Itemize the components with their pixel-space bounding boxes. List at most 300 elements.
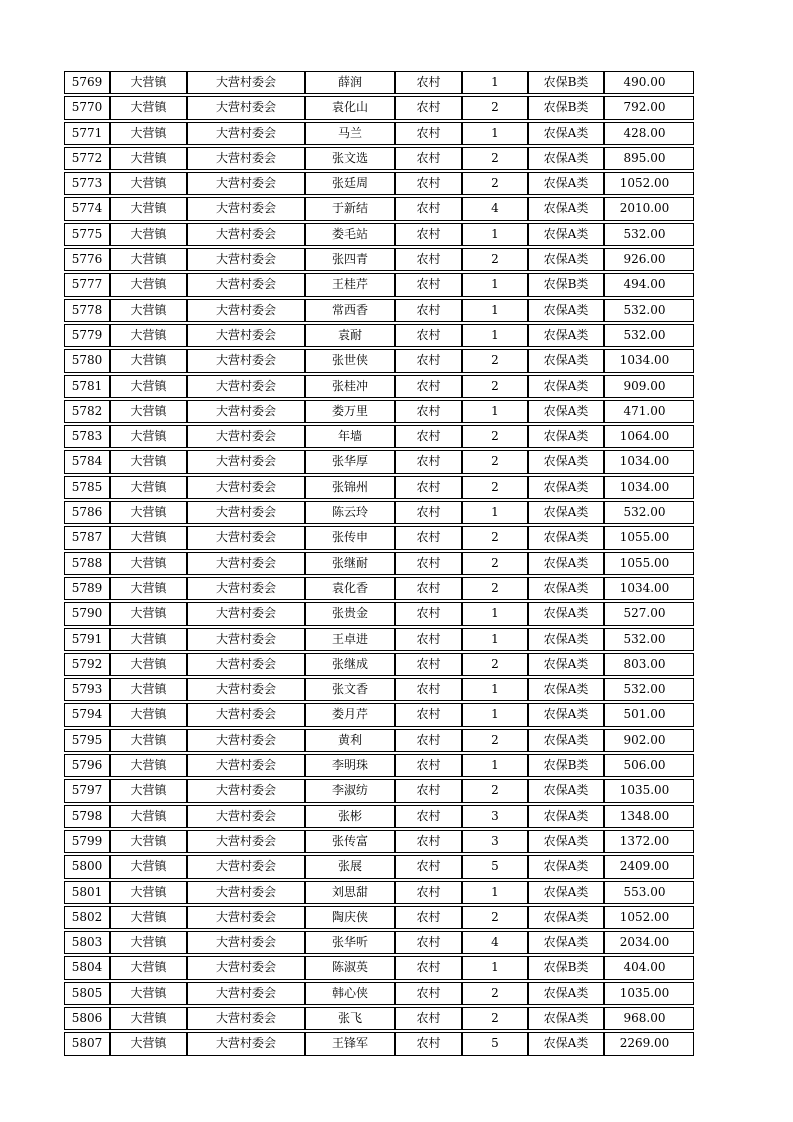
village-committee-cell: 大营村委会 [187,1032,305,1055]
person-count-cell: 2 [462,375,528,398]
amount-cell: 1034.00 [604,476,694,499]
serial-number-cell: 5798 [64,805,110,828]
serial-number-cell: 5803 [64,931,110,954]
person-name-cell: 年墙 [305,425,395,448]
serial-number-cell: 5789 [64,577,110,600]
amount-cell: 1034.00 [604,577,694,600]
serial-number-cell: 5786 [64,501,110,524]
insurance-category-cell: 农保B类 [528,96,604,119]
person-count-cell: 2 [462,982,528,1005]
town-cell: 大营镇 [110,956,187,979]
residence-type-cell: 农村 [395,931,462,954]
amount-cell: 2034.00 [604,931,694,954]
person-name-cell: 张传富 [305,830,395,853]
person-count-cell: 1 [462,299,528,322]
village-committee-cell: 大营村委会 [187,779,305,802]
amount-cell: 532.00 [604,299,694,322]
table-row [64,526,694,549]
table-row [64,855,694,878]
town-cell: 大营镇 [110,96,187,119]
town-cell: 大营镇 [110,1032,187,1055]
table-row [64,476,694,499]
serial-number-cell: 5800 [64,855,110,878]
residence-type-cell: 农村 [395,501,462,524]
table-row [64,628,694,651]
village-committee-cell: 大营村委会 [187,476,305,499]
person-count-cell: 2 [462,729,528,752]
residence-type-cell: 农村 [395,349,462,372]
table-row [64,906,694,929]
amount-cell: 1064.00 [604,425,694,448]
person-name-cell: 王锋军 [305,1032,395,1055]
residence-type-cell: 农村 [395,147,462,170]
town-cell: 大营镇 [110,400,187,423]
table-row [64,197,694,220]
table-row [64,273,694,296]
residence-type-cell: 农村 [395,324,462,347]
village-committee-cell: 大营村委会 [187,425,305,448]
person-count-cell: 2 [462,425,528,448]
amount-cell: 532.00 [604,223,694,246]
table-row [64,729,694,752]
amount-cell: 2269.00 [604,1032,694,1055]
residence-type-cell: 农村 [395,678,462,701]
insurance-category-cell: 农保A类 [528,501,604,524]
insurance-category-cell: 农保A类 [528,703,604,726]
insurance-category-cell: 农保A类 [528,122,604,145]
amount-cell: 1052.00 [604,172,694,195]
person-count-cell: 2 [462,172,528,195]
town-cell: 大营镇 [110,830,187,853]
table-row [64,602,694,625]
insurance-category-cell: 农保A类 [528,299,604,322]
person-count-cell: 3 [462,805,528,828]
town-cell: 大营镇 [110,324,187,347]
person-count-cell: 1 [462,273,528,296]
table-row [64,375,694,398]
person-name-cell: 陈云玲 [305,501,395,524]
person-name-cell: 张继成 [305,653,395,676]
village-committee-cell: 大营村委会 [187,71,305,94]
insurance-category-cell: 农保A类 [528,552,604,575]
village-committee-cell: 大营村委会 [187,1007,305,1030]
person-count-cell: 4 [462,197,528,220]
amount-cell: 506.00 [604,754,694,777]
table-row [64,450,694,473]
person-count-cell: 5 [462,855,528,878]
residence-type-cell: 农村 [395,881,462,904]
town-cell: 大营镇 [110,526,187,549]
residence-type-cell: 农村 [395,956,462,979]
person-name-cell: 袁耐 [305,324,395,347]
insurance-category-cell: 农保A类 [528,223,604,246]
amount-cell: 792.00 [604,96,694,119]
residence-type-cell: 农村 [395,653,462,676]
amount-cell: 803.00 [604,653,694,676]
person-name-cell: 袁化香 [305,577,395,600]
town-cell: 大营镇 [110,906,187,929]
insurance-category-cell: 农保A类 [528,653,604,676]
insurance-category-cell: 农保B类 [528,956,604,979]
person-count-cell: 2 [462,476,528,499]
serial-number-cell: 5776 [64,248,110,271]
village-committee-cell: 大营村委会 [187,552,305,575]
amount-cell: 1372.00 [604,830,694,853]
residence-type-cell: 农村 [395,526,462,549]
serial-number-cell: 5792 [64,653,110,676]
residence-type-cell: 农村 [395,729,462,752]
village-committee-cell: 大营村委会 [187,172,305,195]
village-committee-cell: 大营村委会 [187,729,305,752]
residence-type-cell: 农村 [395,628,462,651]
town-cell: 大营镇 [110,172,187,195]
person-count-cell: 2 [462,526,528,549]
amount-cell: 532.00 [604,628,694,651]
serial-number-cell: 5787 [64,526,110,549]
amount-cell: 1055.00 [604,552,694,575]
residence-type-cell: 农村 [395,425,462,448]
table-row [64,147,694,170]
serial-number-cell: 5777 [64,273,110,296]
serial-number-cell: 5780 [64,349,110,372]
amount-cell: 1034.00 [604,349,694,372]
person-count-cell: 4 [462,931,528,954]
person-name-cell: 张飞 [305,1007,395,1030]
serial-number-cell: 5799 [64,830,110,853]
amount-cell: 490.00 [604,71,694,94]
table-row [64,324,694,347]
insurance-category-cell: 农保A类 [528,855,604,878]
insurance-category-cell: 农保A类 [528,476,604,499]
person-name-cell: 陈淑英 [305,956,395,979]
amount-cell: 902.00 [604,729,694,752]
village-committee-cell: 大营村委会 [187,223,305,246]
serial-number-cell: 5788 [64,552,110,575]
serial-number-cell: 5801 [64,881,110,904]
table-row [64,248,694,271]
residence-type-cell: 农村 [395,906,462,929]
person-count-cell: 1 [462,956,528,979]
town-cell: 大营镇 [110,223,187,246]
serial-number-cell: 5796 [64,754,110,777]
table-row [64,1032,694,1055]
village-committee-cell: 大营村委会 [187,931,305,954]
insurance-category-cell: 农保A类 [528,577,604,600]
insurance-category-cell: 农保B类 [528,273,604,296]
person-name-cell: 娄毛站 [305,223,395,246]
village-committee-cell: 大营村委会 [187,324,305,347]
residence-type-cell: 农村 [395,830,462,853]
person-name-cell: 张展 [305,855,395,878]
residence-type-cell: 农村 [395,552,462,575]
serial-number-cell: 5794 [64,703,110,726]
amount-cell: 968.00 [604,1007,694,1030]
table-row [64,552,694,575]
table-row [64,830,694,853]
serial-number-cell: 5783 [64,425,110,448]
village-committee-cell: 大营村委会 [187,375,305,398]
town-cell: 大营镇 [110,855,187,878]
insurance-category-cell: 农保A类 [528,1032,604,1055]
table-row [64,501,694,524]
table-row [64,779,694,802]
person-count-cell: 1 [462,703,528,726]
residence-type-cell: 农村 [395,754,462,777]
serial-number-cell: 5773 [64,172,110,195]
insurance-category-cell: 农保A类 [528,982,604,1005]
person-name-cell: 韩心侠 [305,982,395,1005]
table-row [64,400,694,423]
person-count-cell: 2 [462,552,528,575]
person-name-cell: 李明珠 [305,754,395,777]
insurance-category-cell: 农保A类 [528,628,604,651]
insurance-category-cell: 农保A类 [528,324,604,347]
serial-number-cell: 5778 [64,299,110,322]
person-count-cell: 5 [462,1032,528,1055]
town-cell: 大营镇 [110,552,187,575]
amount-cell: 1034.00 [604,450,694,473]
serial-number-cell: 5772 [64,147,110,170]
serial-number-cell: 5795 [64,729,110,752]
town-cell: 大营镇 [110,122,187,145]
amount-cell: 532.00 [604,324,694,347]
residence-type-cell: 农村 [395,450,462,473]
table-row [64,577,694,600]
person-name-cell: 李淑纺 [305,779,395,802]
serial-number-cell: 5769 [64,71,110,94]
village-committee-cell: 大营村委会 [187,602,305,625]
residence-type-cell: 农村 [395,703,462,726]
insurance-category-cell: 农保A类 [528,349,604,372]
table-row [64,71,694,94]
table-row [64,931,694,954]
amount-cell: 1055.00 [604,526,694,549]
serial-number-cell: 5807 [64,1032,110,1055]
town-cell: 大营镇 [110,678,187,701]
amount-cell: 2409.00 [604,855,694,878]
village-committee-cell: 大营村委会 [187,703,305,726]
table-row [64,754,694,777]
insurance-category-cell: 农保A类 [528,147,604,170]
insurance-category-cell: 农保A类 [528,450,604,473]
serial-number-cell: 5791 [64,628,110,651]
insurance-category-cell: 农保A类 [528,172,604,195]
insurance-category-cell: 农保A类 [528,805,604,828]
town-cell: 大营镇 [110,476,187,499]
amount-cell: 895.00 [604,147,694,170]
person-count-cell: 1 [462,678,528,701]
person-name-cell: 娄月芹 [305,703,395,726]
residence-type-cell: 农村 [395,122,462,145]
residence-type-cell: 农村 [395,1007,462,1030]
residence-type-cell: 农村 [395,223,462,246]
person-count-cell: 2 [462,450,528,473]
town-cell: 大营镇 [110,349,187,372]
person-count-cell: 2 [462,653,528,676]
person-count-cell: 1 [462,754,528,777]
village-committee-cell: 大营村委会 [187,653,305,676]
insurance-category-cell: 农保A类 [528,425,604,448]
town-cell: 大营镇 [110,653,187,676]
person-count-cell: 1 [462,602,528,625]
town-cell: 大营镇 [110,273,187,296]
residence-type-cell: 农村 [395,71,462,94]
person-count-cell: 2 [462,147,528,170]
insurance-category-cell: 农保A类 [528,931,604,954]
town-cell: 大营镇 [110,628,187,651]
town-cell: 大营镇 [110,248,187,271]
table-row [64,223,694,246]
residence-type-cell: 农村 [395,172,462,195]
person-name-cell: 张华厚 [305,450,395,473]
person-count-cell: 2 [462,349,528,372]
person-name-cell: 张继耐 [305,552,395,575]
person-count-cell: 1 [462,881,528,904]
town-cell: 大营镇 [110,779,187,802]
person-name-cell: 陶庆侠 [305,906,395,929]
town-cell: 大营镇 [110,71,187,94]
person-name-cell: 于新结 [305,197,395,220]
residence-type-cell: 农村 [395,197,462,220]
person-count-cell: 1 [462,223,528,246]
town-cell: 大营镇 [110,425,187,448]
table-row [64,653,694,676]
table-row [64,425,694,448]
person-name-cell: 张华听 [305,931,395,954]
insurance-category-cell: 农保A类 [528,1007,604,1030]
residence-type-cell: 农村 [395,1032,462,1055]
town-cell: 大营镇 [110,375,187,398]
village-committee-cell: 大营村委会 [187,273,305,296]
insurance-category-cell: 农保A类 [528,526,604,549]
person-name-cell: 张廷周 [305,172,395,195]
residence-type-cell: 农村 [395,299,462,322]
amount-cell: 527.00 [604,602,694,625]
table-row [64,172,694,195]
amount-cell: 532.00 [604,678,694,701]
insurance-category-cell: 农保A类 [528,400,604,423]
village-committee-cell: 大营村委会 [187,906,305,929]
insurance-category-cell: 农保A类 [528,197,604,220]
serial-number-cell: 5806 [64,1007,110,1030]
town-cell: 大营镇 [110,450,187,473]
person-name-cell: 张桂冲 [305,375,395,398]
person-count-cell: 2 [462,906,528,929]
village-committee-cell: 大营村委会 [187,349,305,372]
person-name-cell: 常西香 [305,299,395,322]
village-committee-cell: 大营村委会 [187,299,305,322]
village-committee-cell: 大营村委会 [187,577,305,600]
person-count-cell: 1 [462,122,528,145]
amount-cell: 494.00 [604,273,694,296]
amount-cell: 471.00 [604,400,694,423]
person-count-cell: 1 [462,501,528,524]
residence-type-cell: 农村 [395,375,462,398]
residence-type-cell: 农村 [395,476,462,499]
amount-cell: 1035.00 [604,779,694,802]
serial-number-cell: 5793 [64,678,110,701]
insurance-category-cell: 农保A类 [528,602,604,625]
person-name-cell: 张传申 [305,526,395,549]
village-committee-cell: 大营村委会 [187,805,305,828]
table-row [64,349,694,372]
person-count-cell: 1 [462,324,528,347]
town-cell: 大营镇 [110,501,187,524]
person-name-cell: 张锦州 [305,476,395,499]
person-count-cell: 2 [462,779,528,802]
table-row [64,96,694,119]
insurance-category-cell: 农保A类 [528,729,604,752]
table-body [64,71,694,1056]
town-cell: 大营镇 [110,754,187,777]
village-committee-cell: 大营村委会 [187,501,305,524]
town-cell: 大营镇 [110,881,187,904]
town-cell: 大营镇 [110,299,187,322]
village-committee-cell: 大营村委会 [187,830,305,853]
village-committee-cell: 大营村委会 [187,628,305,651]
person-count-cell: 2 [462,1007,528,1030]
serial-number-cell: 5781 [64,375,110,398]
person-name-cell: 张贵金 [305,602,395,625]
serial-number-cell: 5779 [64,324,110,347]
village-committee-cell: 大营村委会 [187,982,305,1005]
person-name-cell: 张世侠 [305,349,395,372]
village-committee-cell: 大营村委会 [187,881,305,904]
serial-number-cell: 5804 [64,956,110,979]
town-cell: 大营镇 [110,147,187,170]
person-name-cell: 袁化山 [305,96,395,119]
person-count-cell: 1 [462,71,528,94]
amount-cell: 428.00 [604,122,694,145]
person-name-cell: 张文香 [305,678,395,701]
amount-cell: 553.00 [604,881,694,904]
village-committee-cell: 大营村委会 [187,96,305,119]
person-count-cell: 2 [462,577,528,600]
serial-number-cell: 5784 [64,450,110,473]
person-name-cell: 黄利 [305,729,395,752]
residence-type-cell: 农村 [395,273,462,296]
insurance-category-cell: 农保B类 [528,754,604,777]
serial-number-cell: 5785 [64,476,110,499]
residence-type-cell: 农村 [395,602,462,625]
person-name-cell: 王桂芹 [305,273,395,296]
town-cell: 大营镇 [110,703,187,726]
insurance-category-cell: 农保A类 [528,906,604,929]
amount-cell: 1052.00 [604,906,694,929]
village-committee-cell: 大营村委会 [187,197,305,220]
amount-cell: 926.00 [604,248,694,271]
serial-number-cell: 5782 [64,400,110,423]
serial-number-cell: 5805 [64,982,110,1005]
person-count-cell: 2 [462,248,528,271]
insurance-category-cell: 农保B类 [528,71,604,94]
person-name-cell: 刘思甜 [305,881,395,904]
insurance-category-cell: 农保A类 [528,779,604,802]
roster-table [64,69,694,1058]
amount-cell: 501.00 [604,703,694,726]
village-committee-cell: 大营村委会 [187,754,305,777]
table-row [64,1007,694,1030]
person-count-cell: 2 [462,96,528,119]
table-row [64,678,694,701]
amount-cell: 1348.00 [604,805,694,828]
residence-type-cell: 农村 [395,577,462,600]
insurance-category-cell: 农保A类 [528,375,604,398]
residence-type-cell: 农村 [395,96,462,119]
amount-cell: 909.00 [604,375,694,398]
amount-cell: 2010.00 [604,197,694,220]
town-cell: 大营镇 [110,1007,187,1030]
